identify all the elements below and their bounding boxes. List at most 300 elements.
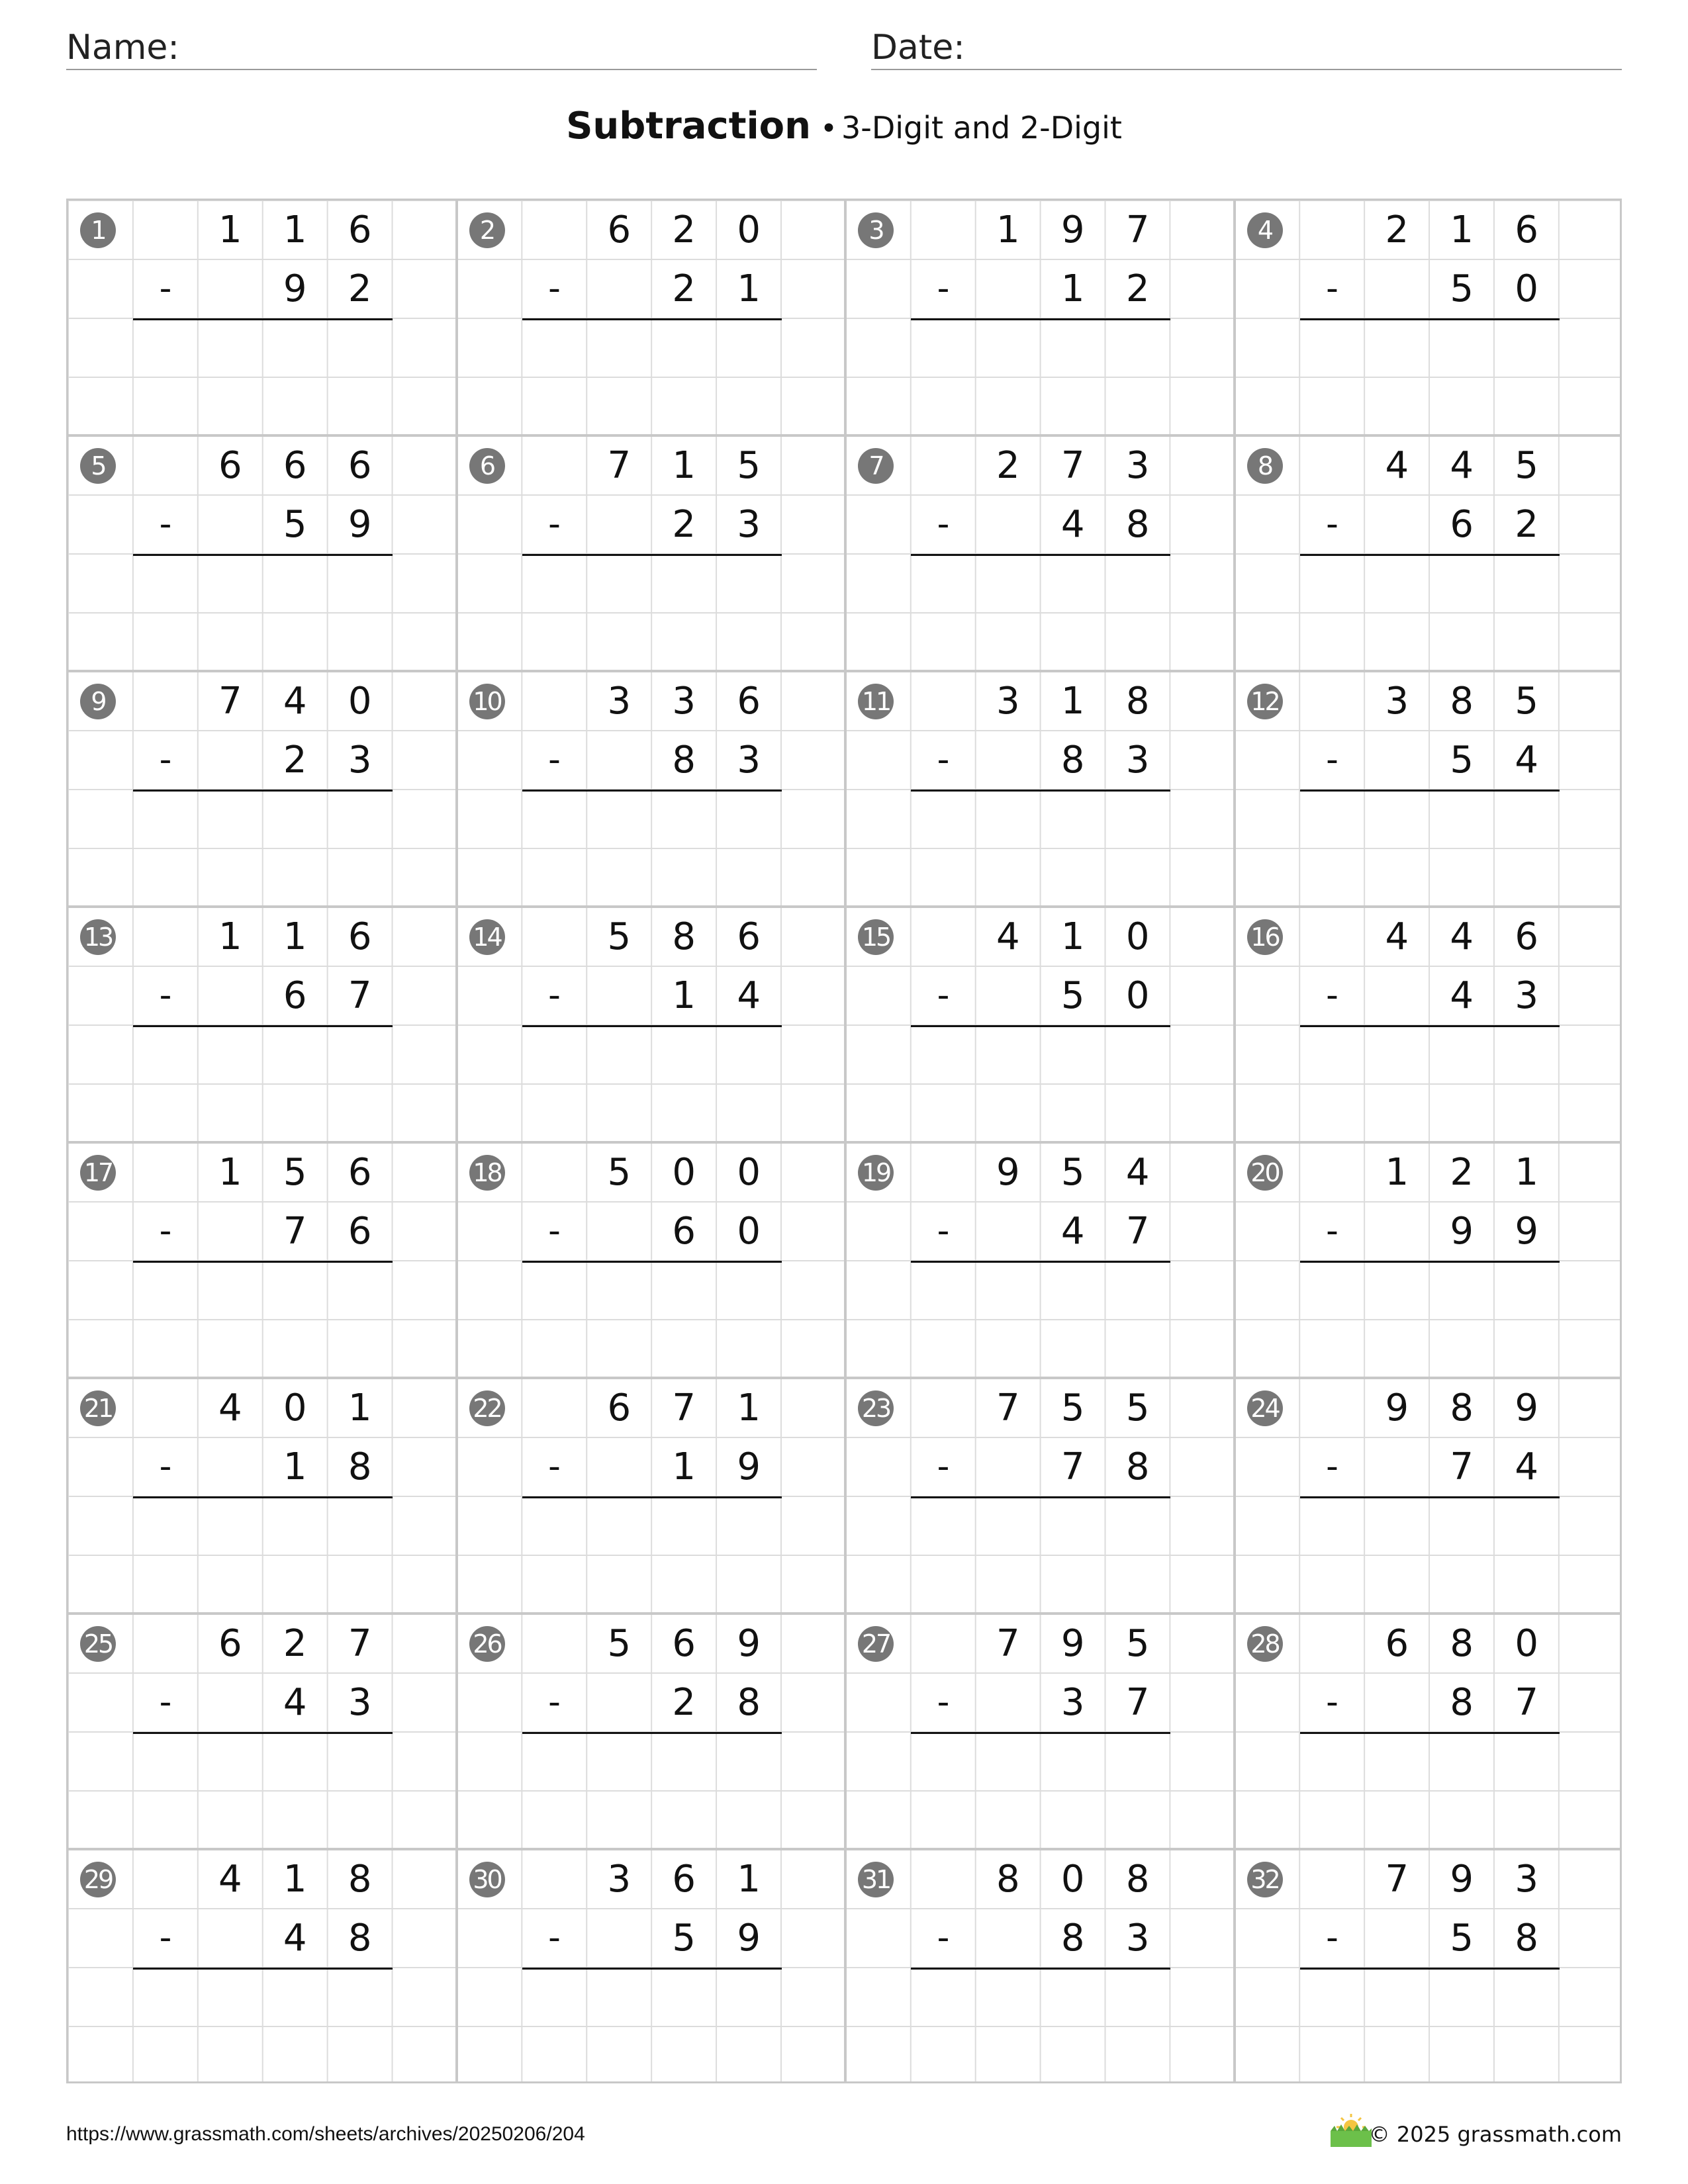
minuend-digit: 1 xyxy=(996,208,1020,251)
minus-sign: - xyxy=(159,269,172,308)
minuend-digit: 4 xyxy=(1385,444,1409,487)
minuend-digit: 6 xyxy=(218,444,242,487)
subtrahend-digit: 7 xyxy=(1125,1210,1150,1253)
footer-url[interactable]: https://www.grassmath.com/sheets/archives/20250206/204 xyxy=(66,2123,585,2145)
answer-area[interactable] xyxy=(911,1970,1170,2028)
minuend-digit: 6 xyxy=(1385,1622,1409,1665)
minus-sign: - xyxy=(548,1447,561,1486)
minus-sign: - xyxy=(159,1682,172,1722)
problem-number-badge: 25 xyxy=(80,1626,116,1662)
problem-number-badge: 2 xyxy=(469,212,505,248)
subtrahend-digit: 2 xyxy=(672,267,696,310)
problem-block xyxy=(457,1614,847,1850)
answer-area[interactable] xyxy=(133,1734,393,1793)
answer-area[interactable] xyxy=(911,320,1170,379)
minus-sign: - xyxy=(159,1918,172,1958)
minuend-digit: 0 xyxy=(737,1151,761,1194)
minuend-digit: 0 xyxy=(1125,915,1150,958)
answer-area[interactable] xyxy=(133,792,393,850)
subtrahend-digit: 5 xyxy=(1450,267,1474,310)
minus-sign: - xyxy=(548,504,561,544)
problem-block xyxy=(68,672,457,907)
problem-number-badge: 14 xyxy=(469,919,505,955)
answer-area[interactable] xyxy=(522,792,782,850)
answer-area[interactable] xyxy=(522,1263,782,1322)
minuend-digit: 2 xyxy=(672,208,696,251)
subtrahend-digit: 9 xyxy=(1450,1210,1474,1253)
subtrahend-digit: 9 xyxy=(348,503,372,546)
minuend-digit: 5 xyxy=(737,444,761,487)
answer-area[interactable] xyxy=(911,1263,1170,1322)
minuend-digit: 3 xyxy=(672,680,696,723)
problem-block xyxy=(846,1850,1235,2085)
minus-sign: - xyxy=(937,504,950,544)
minuend-digit: 6 xyxy=(1515,208,1538,251)
subtrahend-digit: 0 xyxy=(737,1210,761,1253)
problem-number-badge: 4 xyxy=(1247,212,1283,248)
problem-grid xyxy=(66,199,1622,2083)
answer-area[interactable] xyxy=(911,1498,1170,1557)
problem-block xyxy=(846,201,1235,436)
minus-sign: - xyxy=(548,976,561,1015)
problem-number-badge: 9 xyxy=(80,684,116,719)
answer-area[interactable] xyxy=(911,1734,1170,1793)
subtrahend-digit: 8 xyxy=(1125,503,1150,546)
answer-area[interactable] xyxy=(133,320,393,379)
subtrahend-digit: 7 xyxy=(283,1210,307,1253)
minuend-digit: 7 xyxy=(996,1387,1020,1430)
subtrahend-digit: 3 xyxy=(348,739,372,782)
subtrahend-digit: 7 xyxy=(1060,1445,1085,1488)
minuend-digit: 1 xyxy=(218,208,242,251)
date-label: Date: xyxy=(871,28,965,68)
minuend-digit: 7 xyxy=(218,680,242,723)
minuend-digit: 6 xyxy=(348,1151,372,1194)
title-subtitle: 3-Digit and 2-Digit xyxy=(841,110,1122,146)
subtrahend-digit: 1 xyxy=(672,1445,696,1488)
minus-sign: - xyxy=(937,1447,950,1486)
problem-block xyxy=(68,1379,457,1614)
problem-block xyxy=(457,1143,847,1379)
subtrahend-digit: 8 xyxy=(348,1917,372,1960)
subtrahend-digit: 8 xyxy=(672,739,696,782)
subtrahend-digit: 4 xyxy=(1060,503,1085,546)
problem-block xyxy=(457,201,847,436)
worksheet-title xyxy=(0,105,1688,148)
problem-number-badge: 23 xyxy=(858,1390,894,1426)
minuend-digit: 1 xyxy=(283,915,307,958)
subtrahend-digit: 6 xyxy=(283,974,307,1017)
minuend-digit: 1 xyxy=(283,208,307,251)
minus-sign: - xyxy=(937,1682,950,1722)
subtrahend-digit: 3 xyxy=(1125,1917,1150,1960)
problem-number-badge: 16 xyxy=(1247,919,1283,955)
title-separator: • xyxy=(820,112,837,146)
minuend-digit: 1 xyxy=(348,1387,372,1430)
subtrahend-digit: 1 xyxy=(1060,267,1085,310)
minuend-digit: 4 xyxy=(1125,1151,1150,1194)
problem-block xyxy=(1235,1850,1624,2085)
minuend-digit: 6 xyxy=(672,1858,696,1901)
minuend-digit: 6 xyxy=(348,915,372,958)
subtrahend-digit: 5 xyxy=(283,503,307,546)
subtrahend-digit: 6 xyxy=(348,1210,372,1253)
minuend-digit: 0 xyxy=(283,1387,307,1430)
minuend-digit: 9 xyxy=(1060,1622,1085,1665)
answer-area[interactable] xyxy=(1300,1263,1560,1322)
subtrahend-digit: 2 xyxy=(1515,503,1538,546)
subtrahend-digit: 3 xyxy=(737,503,761,546)
subtrahend-digit: 8 xyxy=(1060,1917,1085,1960)
minus-sign: - xyxy=(1326,740,1338,780)
minuend-digit: 5 xyxy=(1515,680,1538,723)
answer-area[interactable] xyxy=(1300,1498,1560,1557)
problem-block xyxy=(68,1614,457,1850)
problem-block xyxy=(1235,1143,1624,1379)
problem-number-badge: 26 xyxy=(469,1626,505,1662)
problem-number-badge: 24 xyxy=(1247,1390,1283,1426)
minuend-digit: 3 xyxy=(1125,444,1150,487)
minuend-digit: 4 xyxy=(218,1387,242,1430)
minuend-digit: 5 xyxy=(1515,444,1538,487)
problem-number-badge: 10 xyxy=(469,684,505,719)
answer-area[interactable] xyxy=(1300,320,1560,379)
answer-area[interactable] xyxy=(1300,1734,1560,1793)
minus-sign: - xyxy=(548,269,561,308)
minuend-digit: 5 xyxy=(607,1151,632,1194)
subtrahend-digit: 9 xyxy=(283,267,307,310)
problem-number-badge: 28 xyxy=(1247,1626,1283,1662)
problem-number-badge: 3 xyxy=(858,212,894,248)
problem-block xyxy=(68,907,457,1143)
minuend-digit: 8 xyxy=(672,915,696,958)
minuend-digit: 2 xyxy=(1450,1151,1474,1194)
subtrahend-digit: 8 xyxy=(1060,739,1085,782)
minus-sign: - xyxy=(1326,1918,1338,1958)
subtrahend-digit: 3 xyxy=(1515,974,1538,1017)
minuend-digit: 6 xyxy=(672,1622,696,1665)
problem-number-badge: 32 xyxy=(1247,1862,1283,1897)
minuend-digit: 6 xyxy=(607,1387,632,1430)
name-label: Name: xyxy=(66,28,179,68)
minuend-digit: 8 xyxy=(1450,1387,1474,1430)
minuend-digit: 5 xyxy=(1125,1387,1150,1430)
minus-sign: - xyxy=(159,1211,172,1251)
minuend-digit: 5 xyxy=(283,1151,307,1194)
minuend-digit: 6 xyxy=(607,208,632,251)
problem-number-badge: 15 xyxy=(858,919,894,955)
subtrahend-digit: 4 xyxy=(1060,1210,1085,1253)
minus-sign: - xyxy=(937,1918,950,1958)
problem-block xyxy=(457,436,847,672)
minuend-digit: 4 xyxy=(1385,915,1409,958)
answer-area[interactable] xyxy=(522,320,782,379)
answer-area[interactable] xyxy=(1300,1027,1560,1086)
problem-number-badge: 29 xyxy=(80,1862,116,1897)
minuend-digit: 5 xyxy=(607,1622,632,1665)
minuend-digit: 6 xyxy=(283,444,307,487)
answer-area[interactable] xyxy=(133,1263,393,1322)
minus-sign: - xyxy=(1326,1211,1338,1251)
subtrahend-digit: 5 xyxy=(1450,739,1474,782)
minuend-digit: 7 xyxy=(1125,208,1150,251)
minuend-digit: 6 xyxy=(348,444,372,487)
minuend-digit: 7 xyxy=(348,1622,372,1665)
problem-number-badge: 11 xyxy=(858,684,894,719)
minuend-digit: 3 xyxy=(1385,680,1409,723)
minuend-digit: 1 xyxy=(737,1387,761,1430)
answer-area[interactable] xyxy=(522,556,782,615)
problem-number-badge: 8 xyxy=(1247,448,1283,484)
problem-block xyxy=(1235,201,1624,436)
problem-number-badge: 20 xyxy=(1247,1155,1283,1191)
problem-block xyxy=(68,1850,457,2085)
answer-area[interactable] xyxy=(911,792,1170,850)
minuend-digit: 1 xyxy=(1385,1151,1409,1194)
minuend-digit: 5 xyxy=(1060,1387,1085,1430)
minuend-digit: 9 xyxy=(1060,208,1085,251)
problem-block xyxy=(68,201,457,436)
subtrahend-digit: 2 xyxy=(672,1681,696,1724)
minus-sign: - xyxy=(1326,1682,1338,1722)
subtrahend-digit: 8 xyxy=(348,1445,372,1488)
problem-block xyxy=(457,1850,847,2085)
minuend-digit: 9 xyxy=(1385,1387,1409,1430)
subtrahend-digit: 1 xyxy=(672,974,696,1017)
problem-block xyxy=(1235,1379,1624,1614)
minuend-digit: 4 xyxy=(1450,444,1474,487)
subtrahend-digit: 8 xyxy=(1450,1681,1474,1724)
problem-block xyxy=(846,907,1235,1143)
subtrahend-digit: 9 xyxy=(1515,1210,1538,1253)
minus-sign: - xyxy=(1326,976,1338,1015)
subtrahend-digit: 2 xyxy=(283,739,307,782)
subtrahend-digit: 6 xyxy=(1450,503,1474,546)
answer-area[interactable] xyxy=(133,1498,393,1557)
subtrahend-digit: 4 xyxy=(737,974,761,1017)
answer-area[interactable] xyxy=(522,1734,782,1793)
subtrahend-digit: 2 xyxy=(672,503,696,546)
minuend-digit: 4 xyxy=(996,915,1020,958)
minuend-digit: 9 xyxy=(737,1622,761,1665)
minuend-digit: 7 xyxy=(607,444,632,487)
subtrahend-digit: 5 xyxy=(1060,974,1085,1017)
minus-sign: - xyxy=(1326,1447,1338,1486)
subtrahend-digit: 5 xyxy=(672,1917,696,1960)
problem-number-badge: 17 xyxy=(80,1155,116,1191)
subtrahend-digit: 4 xyxy=(283,1681,307,1724)
minuend-digit: 3 xyxy=(607,680,632,723)
minuend-digit: 1 xyxy=(283,1858,307,1901)
minus-sign: - xyxy=(937,269,950,308)
problem-number-badge: 6 xyxy=(469,448,505,484)
subtrahend-digit: 8 xyxy=(1515,1917,1538,1960)
minuend-digit: 9 xyxy=(996,1151,1020,1194)
answer-area[interactable] xyxy=(522,1498,782,1557)
subtrahend-digit: 4 xyxy=(1450,974,1474,1017)
minuend-digit: 5 xyxy=(1060,1151,1085,1194)
subtrahend-digit: 4 xyxy=(1515,1445,1538,1488)
problem-block xyxy=(846,1143,1235,1379)
name-field[interactable] xyxy=(66,20,817,70)
minuend-digit: 8 xyxy=(1450,1622,1474,1665)
minuend-digit: 6 xyxy=(737,680,761,723)
minus-sign: - xyxy=(159,504,172,544)
minus-sign: - xyxy=(937,740,950,780)
footer-copyright: © 2025 grassmath.com xyxy=(1368,2122,1622,2147)
problem-number-badge: 19 xyxy=(858,1155,894,1191)
minuend-digit: 1 xyxy=(1450,208,1474,251)
subtrahend-digit: 7 xyxy=(1450,1445,1474,1488)
minuend-digit: 0 xyxy=(1060,1858,1085,1901)
subtrahend-digit: 1 xyxy=(283,1445,307,1488)
minuend-digit: 6 xyxy=(1515,915,1538,958)
minuend-digit: 1 xyxy=(218,1151,242,1194)
subtrahend-digit: 3 xyxy=(737,739,761,782)
minuend-digit: 5 xyxy=(607,915,632,958)
problem-block xyxy=(1235,907,1624,1143)
minuend-digit: 4 xyxy=(1450,915,1474,958)
minuend-digit: 3 xyxy=(607,1858,632,1901)
minus-sign: - xyxy=(548,1211,561,1251)
minuend-digit: 5 xyxy=(1125,1622,1150,1665)
minuend-digit: 1 xyxy=(1060,680,1085,723)
problem-number-badge: 1 xyxy=(80,212,116,248)
answer-area[interactable] xyxy=(133,1970,393,2028)
minuend-digit: 4 xyxy=(283,680,307,723)
minus-sign: - xyxy=(937,1211,950,1251)
minuend-digit: 7 xyxy=(1385,1858,1409,1901)
answer-area[interactable] xyxy=(133,556,393,615)
subtrahend-digit: 8 xyxy=(1125,1445,1150,1488)
problem-block xyxy=(68,1143,457,1379)
minuend-digit: 6 xyxy=(348,208,372,251)
minuend-digit: 7 xyxy=(1060,444,1085,487)
subtrahend-digit: 5 xyxy=(1450,1917,1474,1960)
minuend-digit: 1 xyxy=(1060,915,1085,958)
subtrahend-digit: 4 xyxy=(1515,739,1538,782)
minuend-digit: 2 xyxy=(1385,208,1409,251)
subtrahend-digit: 2 xyxy=(348,267,372,310)
minuend-digit: 8 xyxy=(996,1858,1020,1901)
problem-block xyxy=(457,1379,847,1614)
minus-sign: - xyxy=(1326,269,1338,308)
subtrahend-digit: 7 xyxy=(348,974,372,1017)
problem-number-badge: 30 xyxy=(469,1862,505,1897)
minuend-digit: 2 xyxy=(283,1622,307,1665)
grassmath-logo-icon xyxy=(1328,2111,1374,2148)
problem-number-badge: 5 xyxy=(80,448,116,484)
answer-area[interactable] xyxy=(1300,556,1560,615)
problem-block xyxy=(846,436,1235,672)
minuend-digit: 3 xyxy=(996,680,1020,723)
answer-area[interactable] xyxy=(1300,792,1560,850)
minus-sign: - xyxy=(159,976,172,1015)
problem-block xyxy=(846,1379,1235,1614)
problem-block xyxy=(846,1614,1235,1850)
minuend-digit: 1 xyxy=(1515,1151,1538,1194)
minuend-digit: 1 xyxy=(672,444,696,487)
problem-block xyxy=(1235,672,1624,907)
minuend-digit: 6 xyxy=(218,1622,242,1665)
subtrahend-digit: 9 xyxy=(737,1445,761,1488)
problem-number-badge: 12 xyxy=(1247,684,1283,719)
minus-sign: - xyxy=(1326,504,1338,544)
answer-area[interactable] xyxy=(133,1027,393,1086)
minus-sign: - xyxy=(159,740,172,780)
minuend-digit: 0 xyxy=(672,1151,696,1194)
minuend-digit: 8 xyxy=(1450,680,1474,723)
minuend-digit: 9 xyxy=(1515,1387,1538,1430)
problem-number-badge: 18 xyxy=(469,1155,505,1191)
answer-area[interactable] xyxy=(522,1027,782,1086)
minuend-digit: 9 xyxy=(1450,1858,1474,1901)
problem-block xyxy=(846,672,1235,907)
subtrahend-digit: 8 xyxy=(737,1681,761,1724)
problem-number-badge: 22 xyxy=(469,1390,505,1426)
problem-number-badge: 13 xyxy=(80,919,116,955)
minuend-digit: 3 xyxy=(1515,1858,1538,1901)
minuend-digit: 0 xyxy=(348,680,372,723)
minuend-digit: 4 xyxy=(218,1858,242,1901)
minuend-digit: 8 xyxy=(348,1858,372,1901)
subtrahend-digit: 2 xyxy=(1125,267,1150,310)
minuend-digit: 1 xyxy=(218,915,242,958)
subtrahend-digit: 6 xyxy=(672,1210,696,1253)
problem-block xyxy=(457,907,847,1143)
minuend-digit: 8 xyxy=(1125,680,1150,723)
problem-number-badge: 7 xyxy=(858,448,894,484)
problem-block xyxy=(68,436,457,672)
problem-block xyxy=(1235,1614,1624,1850)
date-field[interactable] xyxy=(871,20,1622,70)
problem-number-badge: 21 xyxy=(80,1390,116,1426)
subtrahend-digit: 1 xyxy=(737,267,761,310)
minuend-digit: 8 xyxy=(1125,1858,1150,1901)
subtrahend-digit: 0 xyxy=(1125,974,1150,1017)
minus-sign: - xyxy=(548,740,561,780)
subtrahend-digit: 9 xyxy=(737,1917,761,1960)
answer-area[interactable] xyxy=(911,556,1170,615)
problem-number-badge: 31 xyxy=(858,1862,894,1897)
minuend-digit: 7 xyxy=(672,1387,696,1430)
problem-number-badge: 27 xyxy=(858,1626,894,1662)
subtrahend-digit: 3 xyxy=(348,1681,372,1724)
minuend-digit: 0 xyxy=(737,208,761,251)
minus-sign: - xyxy=(548,1918,561,1958)
minuend-digit: 1 xyxy=(737,1858,761,1901)
subtrahend-digit: 7 xyxy=(1515,1681,1538,1724)
minuend-digit: 0 xyxy=(1515,1622,1538,1665)
minuend-digit: 7 xyxy=(996,1622,1020,1665)
minus-sign: - xyxy=(937,976,950,1015)
minus-sign: - xyxy=(548,1682,561,1722)
subtrahend-digit: 3 xyxy=(1060,1681,1085,1724)
subtrahend-digit: 0 xyxy=(1515,267,1538,310)
minus-sign: - xyxy=(159,1447,172,1486)
title-main: Subtraction xyxy=(566,105,812,148)
problem-block xyxy=(1235,436,1624,672)
minuend-digit: 2 xyxy=(996,444,1020,487)
problem-block xyxy=(457,672,847,907)
subtrahend-digit: 4 xyxy=(283,1917,307,1960)
answer-area[interactable] xyxy=(911,1027,1170,1086)
answer-area[interactable] xyxy=(1300,1970,1560,2028)
minuend-digit: 6 xyxy=(737,915,761,958)
subtrahend-digit: 3 xyxy=(1125,739,1150,782)
answer-area[interactable] xyxy=(522,1970,782,2028)
subtrahend-digit: 7 xyxy=(1125,1681,1150,1724)
